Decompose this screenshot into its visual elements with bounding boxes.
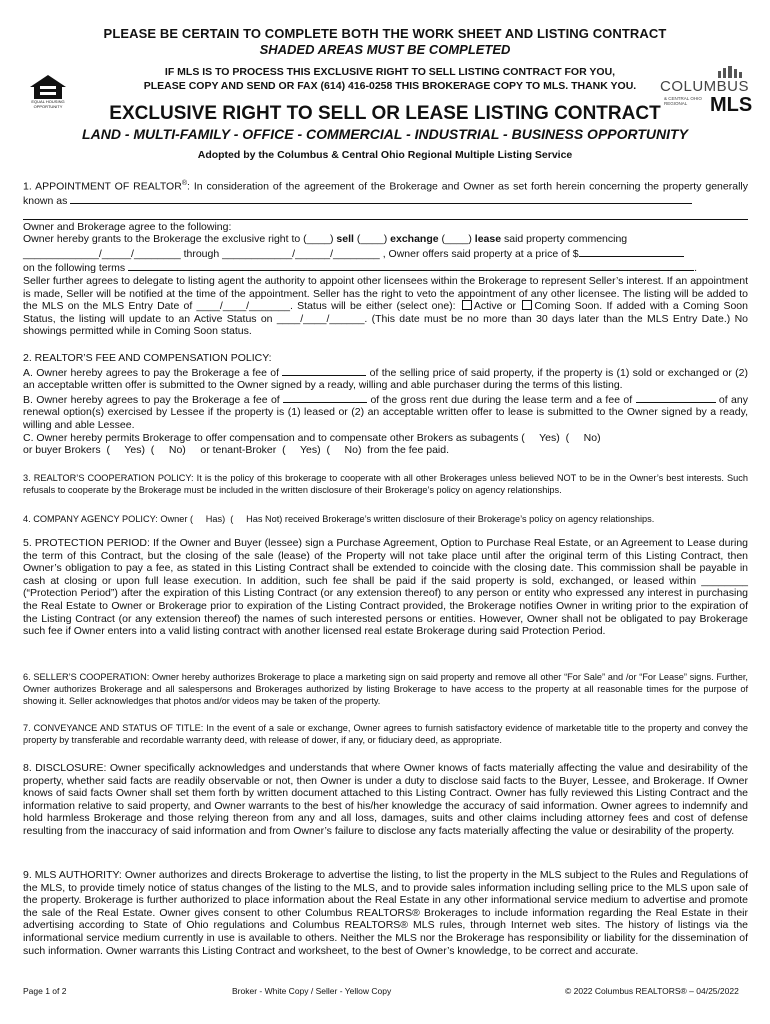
section-1-delegate [23,275,748,338]
coming-soon-checkbox[interactable] [522,300,532,310]
fax-instruction-line-1: IF MLS IS TO PROCESS THIS EXCLUSIVE RIGHT TO SELL LISTING CONTRACT FOR YOU, [164,66,616,78]
fee-b-text: of the gross rent due during the lease term and a fee of [370,393,633,406]
copyright: © 2022 Columbus REALTORS® – 04/25/2022 [565,986,739,996]
dates-price-text: _____________/_____/________ through ____________/______/________ , Owner offers said property at a price of $ [23,247,579,260]
contract-title: EXCLUSIVE RIGHT TO SELL OR LEASE LISTING CONTRACT [109,103,661,124]
terms-field[interactable] [128,260,694,271]
equal-housing-text: EQUAL HOUSING OPPORTUNITY [31,99,65,109]
section-6: 6. SELLER’S COOPERATION: Owner hereby authorizes Brokerage to place a marketing sign on said property and remove all other “For Sale” and /or “For Lease” signs. Further, Owner authorizes Brokerage and all salespersons and Brokerages authorized by listing Brokerage to have access to the property at all reasonable times for the purpose of showing it. Seller acknowledges that photos and/or videos may be taken of the property. [23,672,748,706]
header-instruction: PLEASE BE CERTAIN TO COMPLETE BOTH THE WORK SHEET AND LISTING CONTRACT [103,26,667,41]
exchange-blank[interactable]: (____) [356,233,388,246]
section-1 [23,178,748,338]
renewal-fee-field[interactable] [636,392,716,403]
selling-fee-field[interactable] [282,365,366,376]
section-7: 7. CONVEYANCE AND STATUS OF TITLE: In the event of a sale or exchange, Owner agrees to furnish satisfactory evidence of marketable title to the property and convey the property by transferable and recordable warranty deed, with release of dower, if any, or fiduciary deed, as appropriate. [23,723,748,745]
fee-a-text: of the selling price of said property, if the property is (1) sold or exchanged or (2) an acceptable written offer is submitted to the Owner signed by a ready, willing and able purchaser during the terms of this listing. [23,366,749,392]
fee-b-label: B. Owner hereby agrees to pay the Brokerage a fee of [23,393,280,406]
section-1-label: 1. APPOINTMENT OF REALTOR [23,180,182,193]
exchange-option[interactable]: exchange [390,233,439,246]
property-address-field-2[interactable] [23,208,748,220]
active-checkbox[interactable] [462,300,472,310]
fee-a-label: A. Owner hereby agrees to pay the Brokerage a fee of [23,366,280,379]
skyline-icon [716,66,746,78]
grant-text: Owner hereby grants to the Brokerage the exclusive right to (____) [23,233,334,246]
section-1-dates-price [23,246,748,261]
contract-subtitle: LAND - MULTI-FAMILY - OFFICE - COMMERCIAL - INDUSTRIAL - BUSINESS OPPORTUNITY [82,126,688,142]
section-3: 3. REALTOR’S COOPERATION POLICY: It is the policy of this brokerage to cooperate with all other Brokerages unless believed NOT to be in the Owner’s best interests. Such refusals to cooperate by the Brokerage must be included in the written disclosure of their Brokerage’s policy on agency relationships. [23,473,748,495]
fee-b-renewal-text: of any renewal option(s) exercised by Lessee if the property is (1) leased or (2) an acceptable written offer to lease is submitted to the Owner signed by a ready, willing and able Lessee. [23,393,748,431]
sell-option[interactable]: sell [336,233,354,246]
property-address-field[interactable] [70,193,692,204]
fax-instruction [110,65,670,93]
lease-fee-field[interactable] [283,392,367,403]
shaded-areas-note: SHADED AREAS MUST BE COMPLETED [259,42,511,57]
lease-blank[interactable]: (____) [441,233,472,246]
section-2-a [23,365,748,392]
section-2-b [23,392,748,432]
section-2-heading: 2. REALTOR’S FEE AND COMPENSATION POLICY: [23,352,272,364]
central-ohio-text: & CENTRAL OHIO REGIONAL [664,96,702,106]
section-1-terms: on the following terms . [23,262,697,275]
section-1-appointment [23,178,748,208]
copy-distribution: Broker - White Copy / Seller - Yellow Copy [232,986,392,996]
section-2 [23,352,748,457]
section-2-c-brokers: or buyer Brokers ( Yes) ( No) or tenant-Broker ( Yes) ( No) from the fee paid. [23,444,449,457]
fax-instruction-line-2: PLEASE COPY AND SEND OR FAX (614) 416-0258 THIS BROKERAGE COPY TO MLS. THANK YOU. [143,80,637,92]
section-1-agree: Owner and Brokerage agree to the following: [23,220,232,233]
columbus-wordmark: COLUMBUS [660,78,750,95]
terms-label: on the following terms [23,262,126,275]
active-label: Active or [473,300,517,313]
page-number: Page 1 of 2 [23,986,67,996]
coming-soon-text: Coming Soon. If added with a Coming Soon Status, the listing will update to an Active Status on ____/____/______. (This date must be no more than 30 days later than the MLS Entry Date.) No showings permitted while in Coming Soon status. [23,300,748,338]
adopted-by-line: Adopted by the Columbus & Central Ohio Regional Multiple Listing Service [197,149,573,161]
section-9: 9. MLS AUTHORITY: Owner authorizes and directs Brokerage to advertise the listing, to list the property in the MLS subject to the Rules and Regulations of the MLS, to provide timely notice of status changes of the listing to the MLS, and to provide sales information including selling price to the MLS upon sale of the property. Brokerage is further authorized to place information about the Real Estate in any other informational service medium to advertise and promote the sale of the Real Estate. Owner gives consent to other Columbus REALTORS® Brokerages to include information regarding the Real Estate in their advertising according to State of Ohio regulations and Columbus REALTORS® MLS rules, through Internet web sites. The history of listings via the informational service medium currently in use is available to others. Neither the MLS nor the Brokerage has responsibility or liability for the dissemination of such information. Owner warrants this Listing Contract and worksheet, to the best of Owner’s knowledge, to be correct and accurate. [23,869,748,957]
section-4: 4. COMPANY AGENCY POLICY: Owner ( Has) ( Has Not) received Brokerage’s written disclosure of their Brokerage’s policy on agency relationships. [23,514,655,524]
lease-option[interactable]: lease [474,233,502,246]
delegate-text: Seller further agrees to delegate to listing agent the authority to appoint other licensees within the Brokerage to represent Seller’s interest. If an appointment is made, Seller will be notified at the time of the appointment. Seller has the right to veto the appointment of any other licensee. The listing will be added to the MLS on the MLS Entry Date of ____/____/_______. Status will be either (select one): [23,275,748,313]
columbus-mls-logo [660,66,756,118]
section-8: 8. DISCLOSURE: Owner specifically acknowledges and understands that where Owner knows of facts materially affecting the value and desirability of the property, whether said facts are readily observable or not, then Owner is under a duty to disclose said facts to the Buyer, Lessee, and Brokerage. If Owner knows of said facts Owner shall set them forth by written document attached to this Listing Contract. Owner has fully reviewed this Listing Contract and the information relative to said property, and Owner warrants to the best of his/her knowledge the accuracy of said information. Owner agrees to indemnify and hold harmless Brokerage and those relying thereon from any and all loss, damages, suits and other claims including attorney fees and cost of defense resulting from the inaccuracy of said information and from Owner’s failure to disclose any facts materially affecting the value or desirability of the property. [23,762,748,837]
section-2-c: C. Owner hereby permits Brokerage to offer compensation and to compensate other Brokers as subagents ( Yes) ( No) [23,431,601,444]
mls-wordmark: MLS [710,94,753,116]
section-1-text: : In consideration of the agreement of the Brokerage and Owner as set forth herein concerning the property generally known as [23,180,748,208]
section-5: 5. PROTECTION PERIOD: If the Owner and Buyer (lessee) sign a Purchase Agreement, Option to Purchase Real Estate, or an Agreement to Lease during the term of this Contract, but the closing of the sale (lease) of the Property will not take place until after the original term of this Listing Contract, then Owner’s obligation to pay a fee, as stated in this Listing Contract shall be extended to coincide with the closing date. This commission shall be payable in cash at closing or upon full lease execution. In addition, such fee shall be paid if the said property is sold, exchanged, or leased within ________ (“Protection Period”) after the expiration of this Listing Contract (or any extension thereof) to any person or entity who expressed any interest in purchasing the Real Estate to Owner or Brokerage prior to expiration of the Listing Contract provided, the Brokerage notifies Owner in writing prior to the expiration of the Listing Contract (or any extension thereof) the names of such interested persons or entities. However, Owner shall not be obligated to pay Brokerage such fee if Owner enters into a valid listing contract with another licensed real estate Brokerage during said Protection Period. [23,537,748,638]
equal-housing-icon [28,73,68,117]
commencing-text: said property commencing [504,233,628,246]
section-1-grant [23,233,748,246]
registered-mark: ® [181,180,187,187]
price-field[interactable] [579,246,684,257]
